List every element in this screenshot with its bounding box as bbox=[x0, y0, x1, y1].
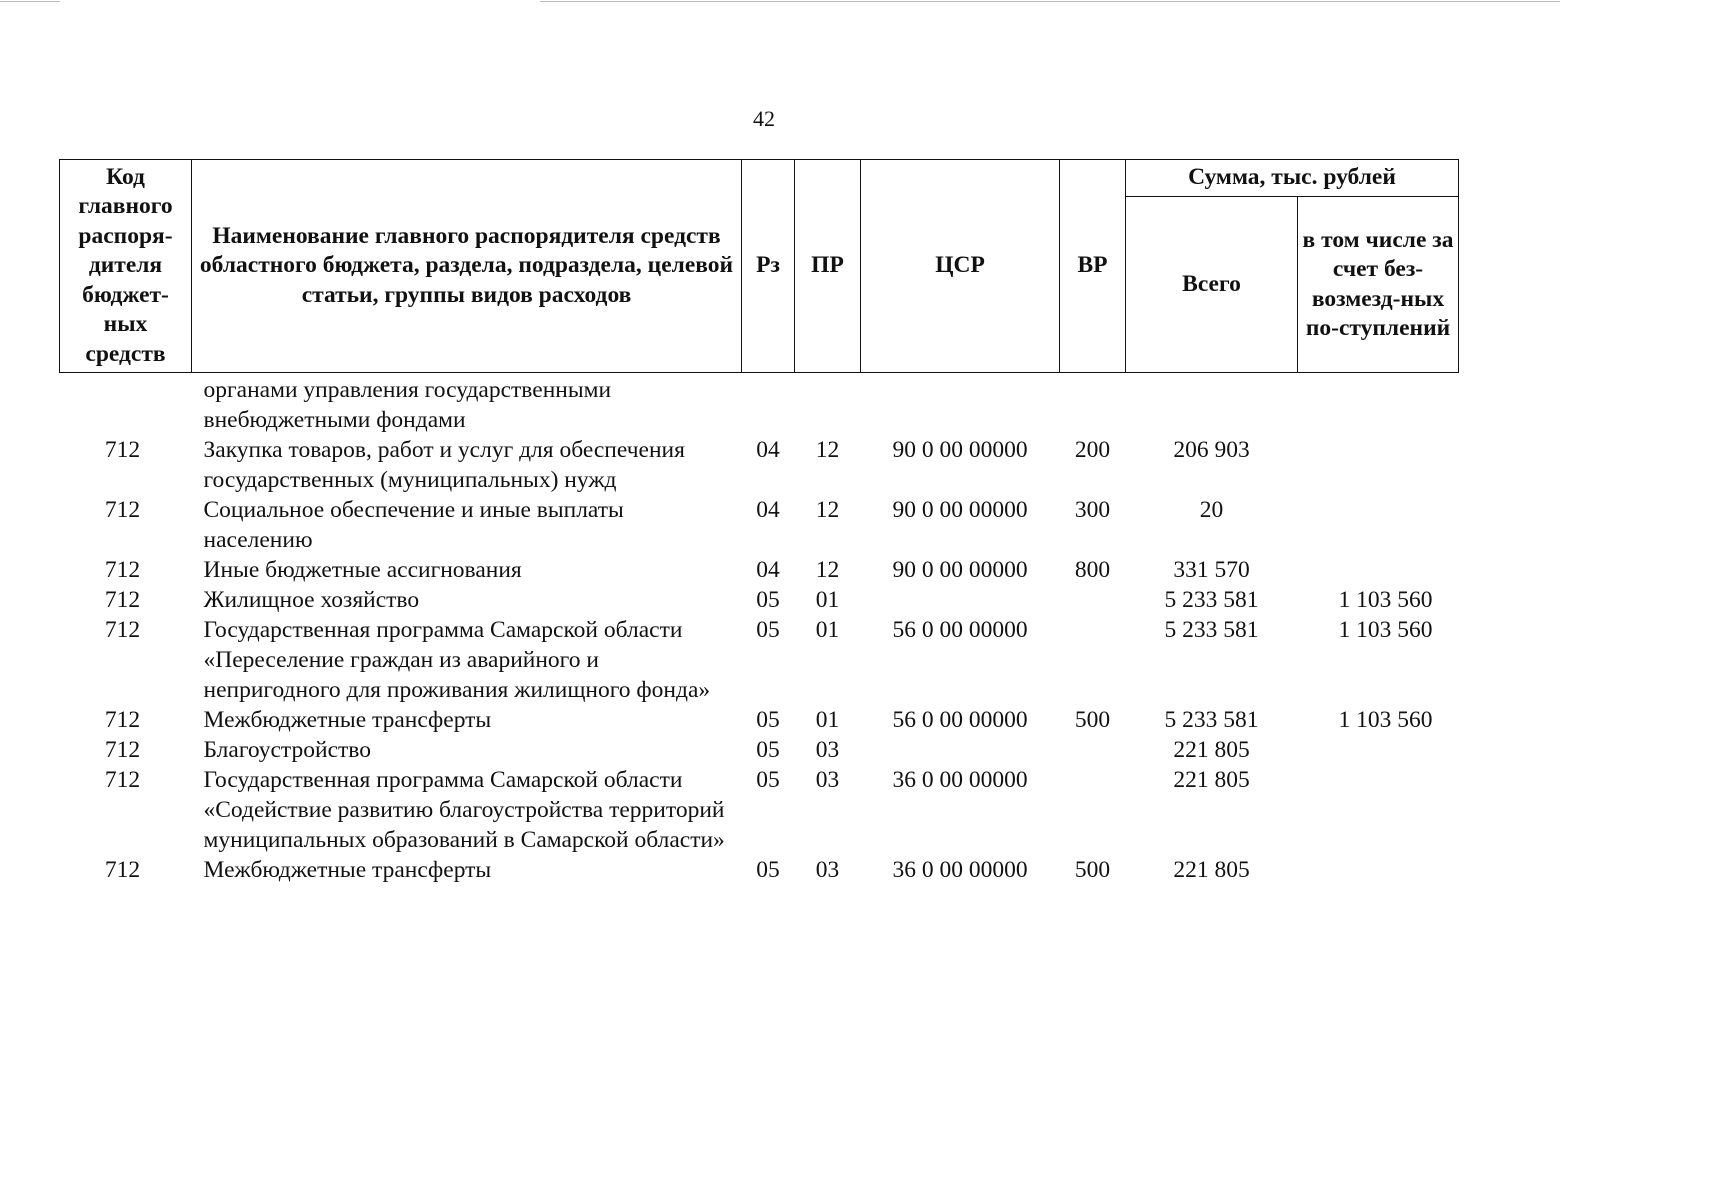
cell-pr: 01 bbox=[815, 707, 840, 733]
cell-name: Межбюджетные трансферты bbox=[203, 707, 492, 733]
cell-free: 1 103 560 bbox=[1338, 707, 1433, 733]
cell-name: органами управления государственными внебюджетными фондами bbox=[203, 377, 612, 433]
table-row bbox=[60, 585, 1459, 615]
cell-free bbox=[1298, 855, 1459, 885]
cell-free: 1 103 560 bbox=[1338, 617, 1433, 643]
cell-free bbox=[1298, 555, 1459, 585]
header-code: Код главного распоря-дителя бюджет-ных средств bbox=[60, 160, 192, 373]
cell-pr: 12 bbox=[815, 497, 840, 523]
cell-csr: 36 0 00 00000 bbox=[892, 767, 1028, 793]
cell-total: 331 570 bbox=[1173, 557, 1250, 583]
cell-csr bbox=[861, 585, 1060, 615]
cell-free bbox=[1298, 495, 1459, 555]
cell-code: 712 bbox=[104, 767, 141, 793]
table-row bbox=[60, 855, 1459, 885]
cell-free bbox=[1298, 435, 1459, 495]
cell-csr bbox=[861, 373, 1060, 436]
cell-total: 221 805 bbox=[1173, 857, 1250, 883]
cell-total: 206 903 bbox=[1173, 437, 1250, 463]
cell-name: Межбюджетные трансферты bbox=[203, 857, 492, 883]
cell-free: 1 103 560 bbox=[1338, 587, 1433, 613]
cell-name: Иные бюджетные ассигнования bbox=[203, 557, 522, 583]
cell-rz bbox=[742, 373, 795, 436]
cell-pr: 01 bbox=[815, 587, 840, 613]
cell-pr: 01 bbox=[815, 617, 840, 643]
cell-csr: 36 0 00 00000 bbox=[892, 857, 1028, 883]
cell-total: 221 805 bbox=[1173, 767, 1250, 793]
table-row bbox=[60, 765, 1459, 855]
cell-vr: 500 bbox=[1074, 707, 1111, 733]
page-number: 42 bbox=[753, 106, 775, 131]
cell-rz: 05 bbox=[756, 587, 780, 613]
cell-name: Государственная программа Самарской области «Содействие развитию благоустройства территорий муниципальных образований в Самарской области» bbox=[203, 767, 725, 853]
cell-rz: 04 bbox=[756, 437, 780, 463]
cell-rz: 05 bbox=[756, 767, 780, 793]
cell-total: 221 805 bbox=[1173, 737, 1250, 763]
table-row bbox=[60, 555, 1459, 585]
cell-rz: 04 bbox=[756, 497, 780, 523]
table-row bbox=[60, 495, 1459, 555]
cell-pr: 12 bbox=[815, 557, 840, 583]
cell-vr bbox=[1060, 373, 1126, 436]
cell-vr: 500 bbox=[1074, 857, 1111, 883]
cell-code: 712 bbox=[104, 557, 141, 583]
cell-code: 712 bbox=[104, 437, 141, 463]
cell-name: Благоустройство bbox=[203, 737, 371, 763]
header-total: Всего bbox=[1126, 197, 1298, 373]
cell-csr bbox=[861, 735, 1060, 765]
header-sum-group: Сумма, тыс. рублей bbox=[1126, 160, 1459, 197]
cell-vr bbox=[1060, 735, 1126, 765]
cell-csr: 90 0 00 00000 bbox=[892, 497, 1028, 523]
cell-free bbox=[1298, 765, 1459, 855]
cell-free bbox=[1298, 735, 1459, 765]
cell-code: 712 bbox=[104, 737, 141, 763]
cell-pr: 12 bbox=[815, 437, 840, 463]
table-row bbox=[60, 735, 1459, 765]
cell-rz: 04 bbox=[756, 557, 780, 583]
cell-free bbox=[1298, 373, 1459, 436]
table-row bbox=[60, 705, 1459, 735]
cell-code bbox=[60, 373, 192, 436]
header-rz: Рз bbox=[742, 160, 795, 373]
cell-total bbox=[1126, 373, 1298, 436]
cell-vr: 200 bbox=[1074, 437, 1111, 463]
cell-total: 5 233 581 bbox=[1164, 617, 1259, 643]
cell-code: 712 bbox=[104, 857, 141, 883]
cell-csr: 90 0 00 00000 bbox=[892, 557, 1028, 583]
cell-code: 712 bbox=[104, 707, 141, 733]
cell-rz: 05 bbox=[756, 707, 780, 733]
cell-code: 712 bbox=[104, 617, 141, 643]
header-free: в том числе за счет без-возмезд-ных по-ступлений bbox=[1298, 197, 1459, 373]
cell-csr: 56 0 00 00000 bbox=[892, 617, 1028, 643]
cell-vr: 300 bbox=[1074, 497, 1111, 523]
cell-csr: 56 0 00 00000 bbox=[892, 707, 1028, 733]
header-name: Наименование главного распорядителя средств областного бюджета, раздела, подраздела, целевой статьи, группы видов расходов bbox=[192, 160, 742, 373]
cell-rz: 05 bbox=[756, 737, 780, 763]
cell-pr: 03 bbox=[815, 857, 840, 883]
header-vr: ВР bbox=[1060, 160, 1126, 373]
budget-table bbox=[59, 159, 1459, 885]
cell-rz: 05 bbox=[756, 857, 780, 883]
cell-total: 20 bbox=[1199, 497, 1224, 523]
cell-name: Социальное обеспечение и иные выплаты населению bbox=[203, 497, 624, 553]
cell-name: Жилищное хозяйство bbox=[203, 587, 420, 613]
cell-vr bbox=[1060, 585, 1126, 615]
cell-rz: 05 bbox=[756, 617, 780, 643]
cell-pr: 03 bbox=[815, 767, 840, 793]
cell-csr: 90 0 00 00000 bbox=[892, 437, 1028, 463]
cell-name: Закупка товаров, работ и услуг для обеспечения государственных (муниципальных) нужд bbox=[203, 437, 685, 493]
cell-name: Государственная программа Самарской области «Переселение граждан из аварийного и непригодного для проживания жилищного фонда» bbox=[203, 617, 711, 703]
table-row bbox=[60, 373, 1459, 436]
cell-code: 712 bbox=[104, 587, 141, 613]
cell-pr bbox=[795, 373, 861, 436]
cell-vr: 800 bbox=[1074, 557, 1111, 583]
cell-vr bbox=[1060, 765, 1126, 855]
cell-vr bbox=[1060, 615, 1126, 705]
scan-edge-line bbox=[0, 1, 60, 2]
table-row bbox=[60, 435, 1459, 495]
header-pr: ПР bbox=[795, 160, 861, 373]
table-row bbox=[60, 615, 1459, 705]
cell-code: 712 bbox=[104, 497, 141, 523]
cell-total: 5 233 581 bbox=[1164, 587, 1259, 613]
scan-edge-line bbox=[540, 1, 1560, 2]
cell-total: 5 233 581 bbox=[1164, 707, 1259, 733]
cell-pr: 03 bbox=[815, 737, 840, 763]
header-csr: ЦСР bbox=[861, 160, 1060, 373]
